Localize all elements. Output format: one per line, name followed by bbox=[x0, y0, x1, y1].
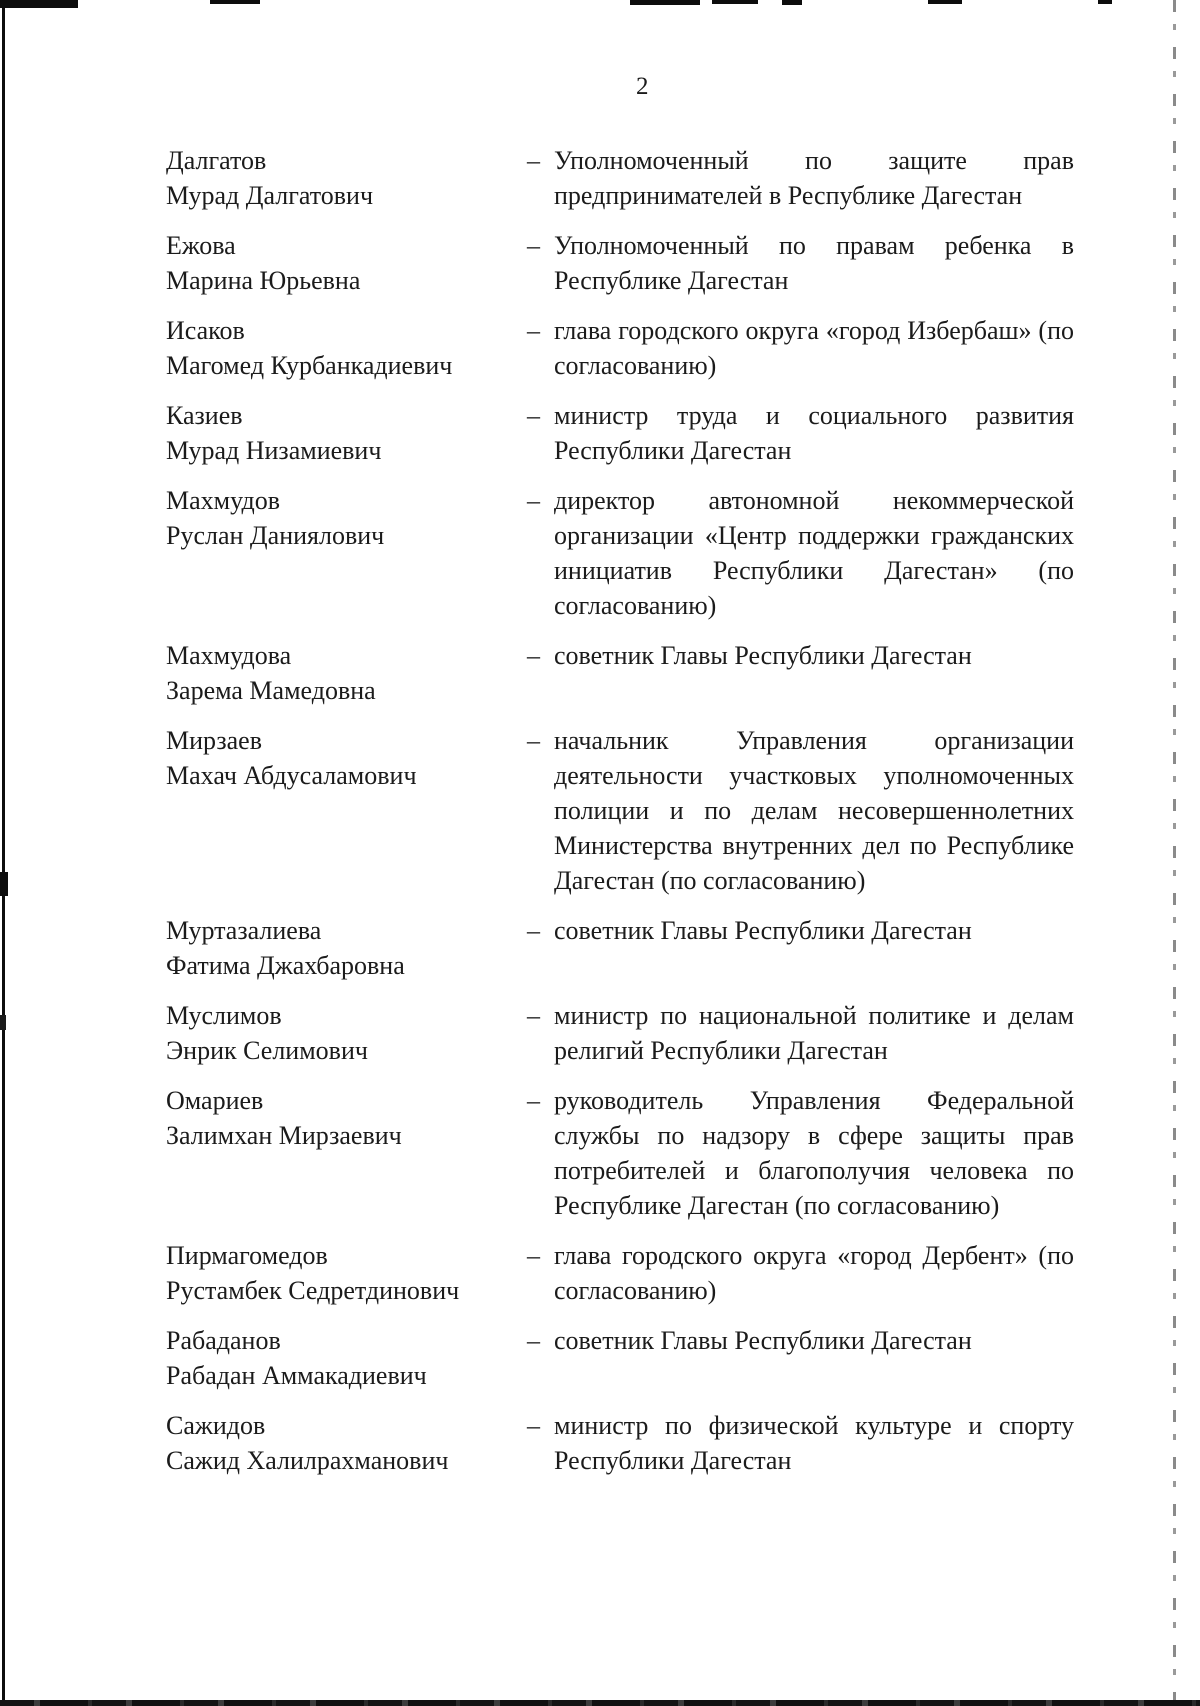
entry-position: директор автономной некоммерческой организации «Центр поддержки гражданских инициатив Республики Дагестан» (по согласованию) bbox=[554, 486, 1074, 620]
entry-given-names: Магомед Курбанкадиевич bbox=[166, 351, 453, 380]
entry-surname: Далгатов bbox=[166, 146, 267, 175]
entry-surname: Исаков bbox=[166, 316, 245, 345]
entry-name bbox=[166, 483, 527, 553]
entry-given-names: Мурад Низамиевич bbox=[166, 436, 382, 465]
entry-dash: – bbox=[527, 231, 540, 260]
entry-given-names: Сажид Халилрахманович bbox=[166, 1446, 449, 1475]
entry-position: Уполномоченный по правам ребенка в Республике Дагестан bbox=[554, 231, 1074, 295]
directory-entry bbox=[166, 143, 1074, 213]
entry-given-names: Рустамбек Седретдинович bbox=[166, 1276, 460, 1305]
scan-left-edge-line bbox=[2, 8, 5, 1700]
entry-surname: Сажидов bbox=[166, 1411, 266, 1440]
entry-surname: Махмудова bbox=[166, 641, 292, 670]
scan-left-edge-mark bbox=[0, 1015, 6, 1030]
entry-given-names: Фатима Джахбаровна bbox=[166, 951, 405, 980]
entry-surname: Рабаданов bbox=[166, 1326, 281, 1355]
entry-dash: – bbox=[527, 316, 540, 345]
scan-top-edge-mark bbox=[0, 0, 78, 8]
entry-surname: Муслимов bbox=[166, 1001, 282, 1030]
entry-dash: – bbox=[527, 486, 540, 515]
page-number: 2 bbox=[636, 73, 649, 100]
scan-top-edge-mark bbox=[630, 0, 700, 5]
entry-name bbox=[166, 1238, 527, 1308]
entry-name bbox=[166, 143, 527, 213]
entry-surname: Омариев bbox=[166, 1086, 264, 1115]
directory-entry bbox=[166, 1083, 1074, 1223]
scan-right-dashed-line bbox=[1173, 0, 1176, 1706]
entry-dash: – bbox=[527, 916, 540, 945]
entry-given-names: Марина Юрьевна bbox=[166, 266, 361, 295]
entry-given-names: Рабадан Аммакадиевич bbox=[166, 1361, 427, 1390]
directory-entry bbox=[166, 228, 1074, 298]
entry-position: советник Главы Республики Дагестан bbox=[554, 916, 972, 945]
scan-top-edge-mark bbox=[928, 0, 962, 4]
entry-name bbox=[166, 998, 527, 1068]
entry-given-names: Энрик Селимович bbox=[166, 1036, 368, 1065]
entry-position: глава городского округа «город Избербаш» (по согласованию) bbox=[554, 316, 1074, 380]
entry-given-names: Залимхан Мирзаевич bbox=[166, 1121, 402, 1150]
directory-entry bbox=[166, 1238, 1074, 1308]
scan-bottom-edge-strip bbox=[0, 1700, 1200, 1706]
entry-name bbox=[166, 638, 527, 708]
directory-entry bbox=[166, 998, 1074, 1068]
entry-surname: Ежова bbox=[166, 231, 236, 260]
scan-top-edge-mark bbox=[1098, 0, 1112, 4]
entry-name bbox=[166, 1408, 527, 1478]
directory-entry bbox=[166, 398, 1074, 468]
entry-dash: – bbox=[527, 401, 540, 430]
entry-name bbox=[166, 723, 527, 793]
entry-position: руководитель Управления Федеральной службы по надзору в сфере защиты прав потребителей и благополучия человека по Республике Дагестан (по согласованию) bbox=[554, 1086, 1074, 1220]
entry-dash: – bbox=[527, 146, 540, 175]
entry-name bbox=[166, 1083, 527, 1153]
directory-entry bbox=[166, 483, 1074, 623]
entry-surname: Пирмагомедов bbox=[166, 1241, 328, 1270]
entry-name bbox=[166, 1323, 527, 1393]
entry-position: министр по национальной политике и делам религий Республики Дагестан bbox=[554, 1001, 1074, 1065]
entry-dash: – bbox=[527, 1326, 540, 1355]
entry-name bbox=[166, 913, 527, 983]
directory-entry bbox=[166, 313, 1074, 383]
entry-given-names: Руслан Даниялович bbox=[166, 521, 385, 550]
scan-top-edge-mark bbox=[210, 0, 260, 4]
entry-given-names: Мурад Далгатович bbox=[166, 181, 374, 210]
entry-dash: – bbox=[527, 1241, 540, 1270]
entry-position: министр по физической культуре и спорту Республики Дагестан bbox=[554, 1411, 1074, 1475]
scan-top-edge-mark bbox=[782, 0, 802, 5]
entry-surname: Казиев bbox=[166, 401, 243, 430]
entry-name bbox=[166, 398, 527, 468]
entry-position: советник Главы Республики Дагестан bbox=[554, 1326, 972, 1355]
scan-left-edge-mark bbox=[0, 872, 8, 896]
directory-entry bbox=[166, 1323, 1074, 1393]
entry-dash: – bbox=[527, 1001, 540, 1030]
directory-entry bbox=[166, 638, 1074, 708]
entry-position: начальник Управления организации деятельности участковых уполномоченных полиции и по делам несовершеннолетних Министерства внутренних дел по Республике Дагестан (по согласованию) bbox=[554, 726, 1074, 895]
members-list bbox=[166, 143, 1074, 1493]
entry-given-names: Зарема Мамедовна bbox=[166, 676, 376, 705]
entry-position: глава городского округа «город Дербент» (по согласованию) bbox=[554, 1241, 1074, 1305]
entry-dash: – bbox=[527, 1086, 540, 1115]
entry-dash: – bbox=[527, 726, 540, 755]
entry-name bbox=[166, 228, 527, 298]
directory-entry bbox=[166, 1408, 1074, 1478]
entry-surname: Махмудов bbox=[166, 486, 280, 515]
entry-name bbox=[166, 313, 527, 383]
entry-dash: – bbox=[527, 641, 540, 670]
entry-position: министр труда и социального развития Республики Дагестан bbox=[554, 401, 1074, 465]
entry-position: Уполномоченный по защите прав предпринимателей в Республике Дагестан bbox=[554, 146, 1074, 210]
directory-entry bbox=[166, 913, 1074, 983]
entry-given-names: Махач Абдусаламович bbox=[166, 761, 417, 790]
directory-entry bbox=[166, 723, 1074, 898]
scan-top-edge-mark bbox=[712, 0, 758, 4]
entry-surname: Мирзаев bbox=[166, 726, 262, 755]
entry-position: советник Главы Республики Дагестан bbox=[554, 641, 972, 670]
entry-dash: – bbox=[527, 1411, 540, 1440]
entry-surname: Муртазалиева bbox=[166, 916, 322, 945]
